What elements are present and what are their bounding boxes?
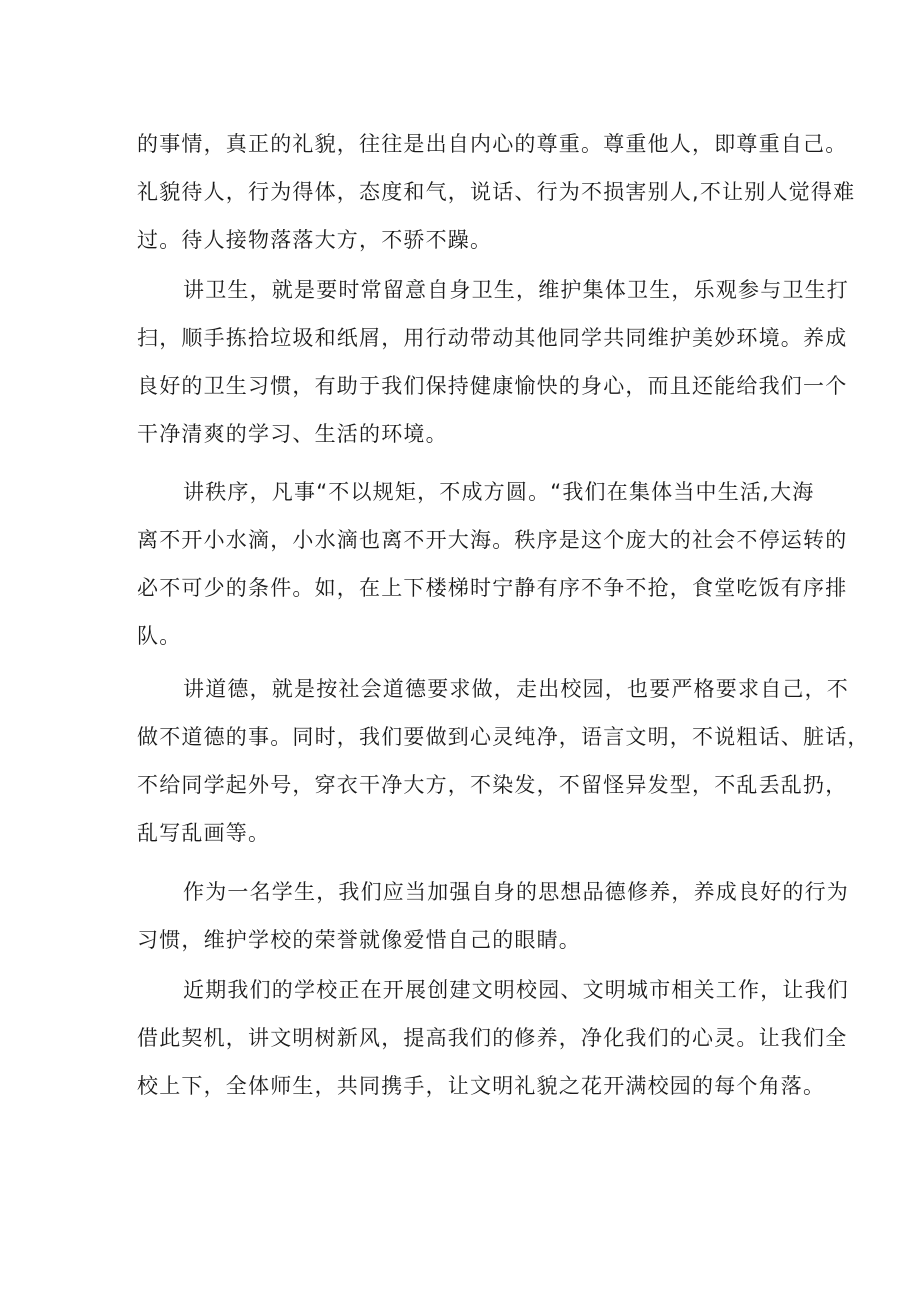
text-line: 过。待人接物落落大方，不骄不躁。 xyxy=(137,228,493,252)
paragraph-morality xyxy=(137,665,870,857)
text-line: 干净清爽的学习、生活的环境。 xyxy=(137,422,448,446)
paragraph-courtesy-continued xyxy=(137,120,856,264)
text-line: 讲道德，就是按社会道德要求做，走出校园，也要严格要求自己，不 xyxy=(183,677,849,701)
text-line: 必不可少的条件。如，在上下楼梯时宁静有序不争不抢，食堂吃饭有序排 xyxy=(137,576,848,600)
paragraph-civilized-campus xyxy=(137,966,849,1110)
text-line: 礼貌待人，行为得体，态度和气，说话、行为不损害别人,不让别人觉得难 xyxy=(137,180,856,204)
text-line: 离不开小水滴，小水滴也离不开大海。秩序是这个庞大的社会不停运转的 xyxy=(137,528,848,552)
text-line: 讲卫生，就是要时常留意自身卫生，维护集体卫生，乐观参与卫生打 xyxy=(183,278,849,302)
text-line: 的事情，真正的礼貌，往往是出自内心的尊重。尊重他人，即尊重自己。 xyxy=(137,132,848,156)
text-line: 校上下，全体师生，共同携手，让文明礼貌之花开满校园的每个角落。 xyxy=(137,1074,826,1098)
text-line: 借此契机，讲文明树新风，提高我们的修养，净化我们的心灵。让我们全 xyxy=(137,1026,848,1050)
text-line: 乱写乱画等。 xyxy=(137,821,271,845)
text-line: 作为一名学生，我们应当加强自身的思想品德修养，养成良好的行为 xyxy=(183,880,849,904)
text-line: 队。 xyxy=(137,624,182,648)
text-line: 习惯，维护学校的荣誉就像爱惜自己的眼睛。 xyxy=(137,928,581,952)
text-line: 扫，顺手拣拾垃圾和纸屑，用行动带动其他同学共同维护美妙环境。养成 xyxy=(137,326,848,350)
paragraph-student-conduct xyxy=(137,868,849,964)
text-line: 近期我们的学校正在开展创建文明校园、文明城市相关工作，让我们 xyxy=(183,978,849,1002)
text-line: 做不道德的事。同时，我们要做到心灵纯净，语言文明，不说粗话、脏话， xyxy=(137,725,870,749)
paragraph-order xyxy=(137,468,848,660)
text-line: 讲秩序，凡事“不以规矩，不成方圆。“我们在集体当中生活,大海 xyxy=(183,480,815,504)
paragraph-hygiene xyxy=(137,266,849,458)
text-line: 不给同学起外号，穿衣干净大方，不染发，不留怪异发型，不乱丢乱扔， xyxy=(137,773,848,797)
text-line: 良好的卫生习惯，有助于我们保持健康愉快的身心，而且还能给我们一个 xyxy=(137,374,848,398)
